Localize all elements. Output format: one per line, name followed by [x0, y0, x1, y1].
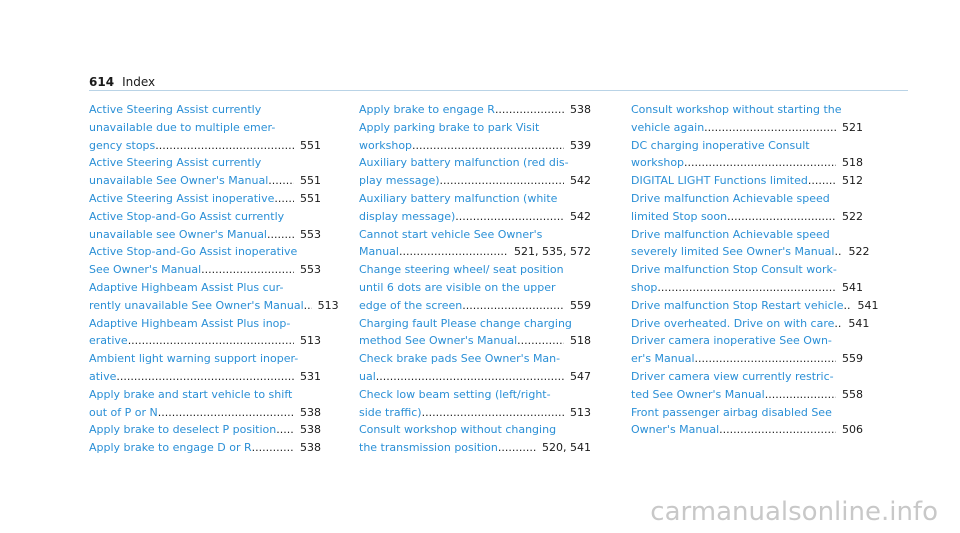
index-entry-line — [359, 208, 591, 226]
index-entry-line — [359, 261, 591, 279]
index-entry-line — [89, 172, 321, 190]
entry-text[interactable]: edge of the screen — [359, 298, 463, 312]
entry-text[interactable]: unavailable see Owner's Manual — [89, 227, 267, 241]
index-entry[interactable] — [89, 350, 321, 386]
index-entry[interactable] — [359, 261, 591, 314]
index-entry[interactable] — [631, 315, 870, 333]
index-entry-line — [89, 101, 321, 119]
index-entry-line — [89, 315, 321, 333]
entry-text[interactable]: ative — [89, 369, 117, 383]
index-entry-line — [359, 137, 591, 155]
index-entry[interactable] — [359, 119, 591, 155]
entry-text[interactable]: Drive overheated. Drive on with care — [631, 316, 835, 330]
entry-text[interactable]: Drive malfunction Stop Consult work- — [631, 263, 837, 277]
dot-leader — [498, 439, 536, 457]
entry-text[interactable]: vehicle again — [631, 120, 705, 134]
index-entry-line — [89, 243, 321, 261]
index-entry[interactable] — [631, 137, 863, 173]
entry-text[interactable]: Check low beam setting (left/right- — [359, 387, 551, 401]
page-reference[interactable]: 542 — [570, 174, 591, 188]
entry-text[interactable]: Active Steering Assist currently — [89, 103, 262, 116]
entry-text[interactable]: Auxiliary battery malfunction (red dis- — [359, 156, 569, 170]
index-entry-line — [89, 119, 321, 137]
index-entry-line — [359, 154, 591, 172]
entry-text[interactable]: Apply parking brake to park Visit — [359, 120, 540, 134]
entry-text[interactable]: Drive malfunction Stop Restart vehicle — [631, 298, 844, 312]
dot-leader — [704, 119, 836, 137]
entry-text[interactable]: Change steering wheel/ seat position — [359, 263, 564, 277]
index-entry-line — [631, 297, 879, 315]
entry-text[interactable]: Apply brake and start vehicle to shift — [89, 387, 293, 401]
index-entry[interactable] — [631, 190, 863, 226]
page-reference[interactable]: 513 — [317, 298, 339, 312]
index-entry-line — [631, 226, 863, 244]
page-reference[interactable]: 518 — [570, 334, 591, 348]
index-entry-line — [359, 226, 591, 244]
entry-text[interactable]: Consult workshop without starting the — [631, 103, 842, 116]
entry-text[interactable]: rently unavailable See Owner's Manual — [89, 298, 304, 312]
index-entry-line — [631, 386, 863, 404]
index-entry[interactable] — [89, 208, 321, 244]
index-entry-line — [631, 332, 863, 350]
page-reference[interactable]: 506 — [842, 423, 863, 437]
index-entry-line — [359, 439, 591, 457]
page-reference[interactable]: 521, 535, 572 — [514, 245, 591, 259]
page-reference[interactable]: 521 — [842, 120, 863, 134]
dot-leader — [399, 243, 508, 261]
index-entry-line — [631, 368, 863, 386]
index-entry[interactable] — [631, 297, 879, 315]
entry-text[interactable]: severely limited See Owner's Manual — [631, 245, 835, 259]
section-title: Index — [122, 75, 156, 89]
dot-leader — [834, 315, 842, 333]
entry-text[interactable]: ual — [359, 369, 376, 383]
index-entry[interactable] — [89, 101, 321, 154]
entry-text[interactable]: workshop — [631, 156, 685, 170]
dot-leader — [116, 368, 294, 386]
page-reference[interactable]: 522 — [842, 209, 863, 223]
dot-leader — [719, 421, 836, 439]
watermark: carmanualsonline.info — [650, 497, 938, 527]
index-entry-line — [631, 172, 863, 190]
page-reference[interactable]: 538 — [300, 405, 321, 419]
entry-text[interactable]: Driver camera inoperative See Own- — [631, 334, 832, 348]
index-entry[interactable] — [359, 226, 591, 262]
page-reference[interactable]: 522 — [848, 245, 870, 259]
index-column-3 — [631, 101, 879, 439]
index-entry-line — [631, 243, 870, 261]
dot-leader — [834, 243, 842, 261]
index-entry-line — [359, 368, 591, 386]
page-reference[interactable]: 541 — [857, 298, 879, 312]
entry-text[interactable]: Manual — [359, 245, 399, 259]
entry-text[interactable]: the transmission position — [359, 441, 498, 455]
entry-text[interactable]: ted See Owner's Manual — [631, 387, 765, 401]
entry-text[interactable]: Charging fault Please change charging — [359, 316, 572, 330]
index-entry[interactable] — [359, 101, 591, 119]
index-entry-line — [89, 421, 321, 439]
entry-text[interactable]: gency stops — [89, 138, 156, 152]
page-reference[interactable]: 551 — [300, 174, 321, 188]
entry-text[interactable]: Adaptive Highbeam Assist Plus inop- — [89, 316, 291, 330]
entry-text[interactable]: Drive malfunction Achievable speed — [631, 191, 830, 205]
index-entry[interactable] — [631, 226, 870, 262]
entry-text[interactable]: unavailable due to multiple emer- — [89, 120, 276, 134]
index-entry-line — [359, 279, 591, 297]
index-entry-line — [631, 315, 870, 333]
dot-leader — [657, 279, 836, 297]
index-entry[interactable] — [631, 404, 863, 440]
index-entry-line — [631, 190, 863, 208]
entry-text[interactable]: Owner's Manual — [631, 423, 720, 437]
index-entry-line — [359, 190, 591, 208]
index-entry-line — [89, 279, 321, 297]
page-reference[interactable]: 518 — [842, 156, 863, 170]
entry-text[interactable]: workshop — [359, 138, 413, 152]
index-entry-line — [89, 404, 321, 422]
entry-text[interactable]: unavailable See Owner's Manual — [89, 174, 269, 188]
index-entry[interactable] — [89, 386, 321, 422]
dot-leader — [462, 297, 564, 315]
entry-text[interactable]: DC charging inoperative Consult — [631, 138, 810, 152]
page-reference[interactable]: 538 — [570, 103, 591, 116]
dot-leader — [268, 172, 294, 190]
page-reference[interactable]: 559 — [842, 352, 863, 366]
dot-leader — [695, 350, 836, 368]
entry-text[interactable]: shop — [631, 280, 658, 294]
entry-text[interactable]: display message) — [359, 209, 456, 223]
page-reference[interactable]: 542 — [570, 209, 591, 223]
dot-leader — [412, 137, 564, 155]
index-entry[interactable] — [89, 439, 321, 457]
index-entry-line — [631, 119, 863, 137]
entry-text[interactable]: Auxiliary battery malfunction (white — [359, 191, 558, 205]
index-entry-line — [89, 386, 321, 404]
dot-leader — [201, 261, 294, 279]
index-entry-line — [359, 101, 591, 119]
page-reference[interactable]: 531 — [300, 369, 321, 383]
entry-text[interactable]: Apply brake to deselect P position — [89, 423, 277, 437]
entry-text[interactable]: Consult workshop without changing — [359, 423, 557, 437]
entry-text[interactable]: Active Stop-and-Go Assist currently — [89, 209, 285, 223]
index-entry-line — [631, 208, 863, 226]
page-reference[interactable]: 539 — [570, 138, 591, 152]
dot-leader — [517, 332, 564, 350]
entry-text[interactable]: side traffic) — [359, 405, 422, 419]
index-entry[interactable] — [89, 243, 321, 279]
dot-leader — [684, 154, 836, 172]
page-reference[interactable]: 553 — [300, 227, 321, 241]
index-entry-line — [359, 332, 591, 350]
page-reference[interactable]: 538 — [300, 441, 321, 455]
dot-leader — [422, 404, 564, 422]
page-reference[interactable]: 513 — [570, 405, 591, 419]
entry-text[interactable]: Apply brake to engage D or R — [89, 441, 252, 455]
dot-leader — [274, 190, 294, 208]
index-entry[interactable] — [631, 172, 863, 190]
index-entry-line — [631, 404, 863, 422]
index-entry-line — [89, 154, 321, 172]
page-reference[interactable]: 541 — [848, 316, 870, 330]
dot-leader — [455, 208, 564, 226]
dot-leader — [252, 439, 294, 457]
dot-leader — [128, 332, 294, 350]
page-reference[interactable]: 513 — [300, 334, 321, 348]
entry-text[interactable]: limited Stop soon — [631, 209, 728, 223]
index-column-2 — [359, 101, 591, 457]
entry-text[interactable]: er's Manual — [631, 352, 695, 366]
page-reference[interactable]: 551 — [300, 191, 321, 205]
index-entry-line — [359, 386, 591, 404]
index-entry[interactable] — [359, 315, 591, 351]
index-entry[interactable] — [359, 386, 591, 422]
entry-text[interactable]: until 6 dots are visible on the upper — [359, 280, 556, 294]
index-entry-line — [89, 226, 321, 244]
index-entry-line — [359, 350, 591, 368]
index-entry[interactable] — [89, 154, 321, 190]
dot-leader — [276, 421, 294, 439]
entry-text[interactable]: Adaptive Highbeam Assist Plus cur- — [89, 280, 284, 294]
index-entry-line — [89, 208, 321, 226]
page-header — [89, 75, 155, 89]
index-entry[interactable] — [631, 368, 863, 404]
page-reference[interactable]: 559 — [570, 298, 591, 312]
index-entry-line — [89, 368, 321, 386]
index-entry-line — [631, 421, 863, 439]
page-number: 614 — [89, 75, 115, 89]
entry-text[interactable]: See Owner's Manual — [89, 263, 202, 277]
index-entry[interactable] — [631, 261, 863, 297]
dot-leader — [440, 172, 564, 190]
index-entry-line — [631, 137, 863, 155]
entry-text[interactable]: Front passenger airbag disabled See — [631, 405, 832, 419]
index-entry[interactable] — [89, 190, 321, 208]
entry-text[interactable]: Drive malfunction Achievable speed — [631, 227, 830, 241]
index-entry[interactable] — [359, 350, 591, 386]
index-entry[interactable] — [631, 101, 863, 137]
page-reference[interactable]: 538 — [300, 423, 321, 437]
page-reference[interactable]: 558 — [842, 387, 863, 401]
index-entry-line — [89, 190, 321, 208]
dot-leader — [765, 386, 836, 404]
page-reference[interactable]: 551 — [300, 138, 321, 152]
entry-text[interactable]: Active Steering Assist inoperative — [89, 191, 275, 205]
page-reference[interactable]: 512 — [842, 174, 863, 188]
page-reference[interactable]: 547 — [570, 369, 591, 383]
entry-text[interactable]: Check brake pads See Owner's Man- — [359, 352, 561, 366]
index-entry-line — [359, 119, 591, 137]
index-entry-line — [89, 137, 321, 155]
entry-text[interactable]: Driver camera view currently restric- — [631, 369, 834, 383]
index-entry-line — [359, 297, 591, 315]
dot-leader — [158, 404, 294, 422]
entry-text[interactable]: method See Owner's Manual — [359, 334, 518, 348]
dot-leader — [843, 297, 851, 315]
index-entry-line — [631, 154, 863, 172]
index-entry[interactable] — [89, 421, 321, 439]
dot-leader — [376, 368, 564, 386]
dot-leader — [155, 137, 294, 155]
index-entry-line — [89, 297, 339, 315]
page-reference[interactable]: 520, 541 — [542, 441, 591, 455]
index-entry-line — [89, 350, 321, 368]
index-entry-line — [359, 404, 591, 422]
dot-leader — [808, 172, 836, 190]
dot-leader — [495, 101, 564, 119]
entry-text[interactable]: Active Stop-and-Go Assist inoperative — [89, 245, 298, 259]
entry-text[interactable]: Cannot start vehicle See Owner's — [359, 227, 543, 241]
page-reference[interactable]: 541 — [842, 280, 863, 294]
index-entry-line — [359, 421, 591, 439]
index-entry-line — [359, 315, 591, 333]
dot-leader — [304, 297, 312, 315]
index-entry-line — [631, 101, 863, 119]
dot-leader — [727, 208, 836, 226]
index-entry[interactable] — [89, 279, 339, 315]
index-entry-line — [359, 243, 591, 261]
index-entry-line — [359, 172, 591, 190]
entry-text[interactable]: play message) — [359, 174, 440, 188]
index-entry[interactable] — [359, 154, 591, 190]
dot-leader — [267, 226, 294, 244]
entry-text[interactable]: Ambient light warning support inoper- — [89, 352, 299, 366]
entry-text[interactable]: out of P or N — [89, 405, 158, 419]
index-entry-line — [89, 332, 321, 350]
header-rule — [89, 90, 908, 91]
index-entry-line — [89, 439, 321, 457]
index-entry[interactable] — [631, 332, 863, 368]
index-entry[interactable] — [89, 315, 321, 351]
index-entry[interactable] — [359, 190, 591, 226]
entry-text[interactable]: Apply brake to engage R — [359, 103, 495, 116]
entry-text[interactable]: DIGITAL LIGHT Functions limited — [631, 174, 808, 188]
index-entry[interactable] — [359, 421, 591, 457]
entry-text[interactable]: erative — [89, 334, 128, 348]
index-entry-line — [631, 350, 863, 368]
entry-text[interactable]: Active Steering Assist currently — [89, 156, 262, 170]
index-entry-line — [631, 261, 863, 279]
index-entry-line — [89, 261, 321, 279]
index-entry-line — [631, 279, 863, 297]
page-reference[interactable]: 553 — [300, 263, 321, 277]
index-column-1 — [89, 101, 339, 457]
